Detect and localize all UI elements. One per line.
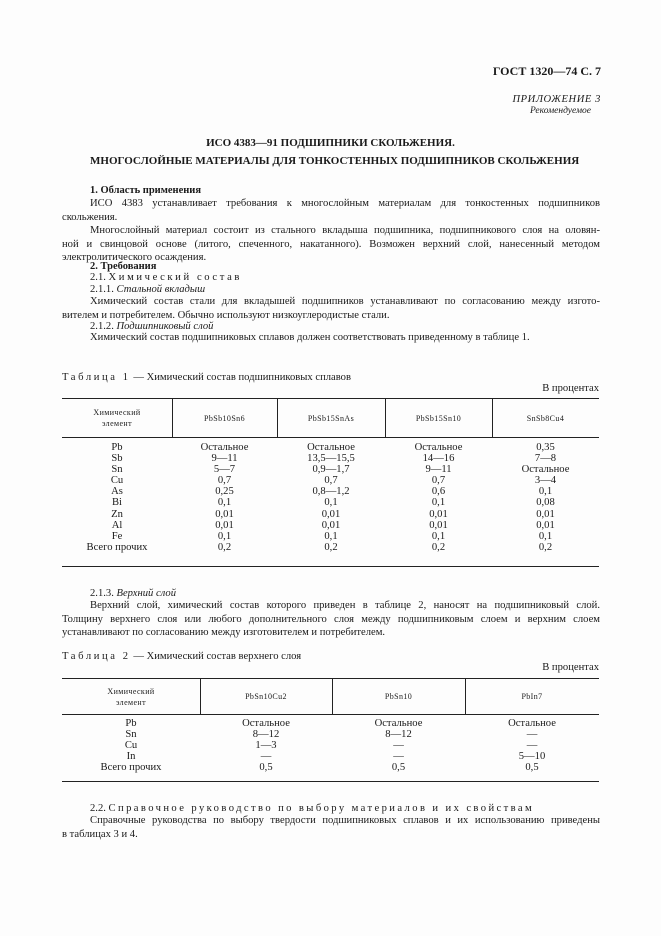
section-2-1-3-paragraph (62, 599, 600, 640)
table-1-cell: 0,2 (324, 541, 338, 553)
section-2-1-3-title: Верхний слой (116, 588, 177, 599)
section-2-heading: 2. Требования (90, 261, 157, 272)
table-2-cell: 0,5 (525, 762, 539, 774)
table-1-cell: 0,01 (536, 519, 555, 531)
table-1-element: As (111, 486, 123, 498)
table-2-header-element-line-2: элемент (115, 698, 147, 707)
table-1-element: Fe (111, 530, 123, 542)
table-2-cell: 0,5 (391, 762, 406, 774)
table-1-cell: 0,7 (431, 475, 446, 487)
table-1-column-1 (172, 442, 277, 553)
table-1-element: Sn (111, 464, 123, 476)
table-2-header-col-3: PbIn7 (521, 692, 543, 701)
section-2-2-paragraph (62, 814, 600, 841)
table-1-cell: 0,2 (217, 541, 232, 553)
section-2-1-3-line-3: устанавливают по согласованию между изготовителем и потребителем. (62, 627, 386, 638)
section-2-1-2-paragraph: Химический состав подшипниковых сплавов должен соответствовать приведенному в таблице 1. (90, 332, 530, 343)
section-1-paragraph-1 (62, 197, 600, 224)
section-1-p1-line-1: ИСО 4383 устанавливает требования к многослойным материалам для тонкостенных подшипников (90, 198, 600, 209)
table-2-cell: — (526, 740, 538, 752)
table-2-caption (62, 650, 301, 664)
table-2-element-column (62, 718, 200, 773)
table-1-element: Pb (111, 442, 123, 453)
table-1-element: Al (111, 519, 123, 531)
table-1-label: Таблица 1 (62, 372, 131, 383)
table-2-element: Cu (124, 740, 138, 752)
table-1-caption (62, 371, 351, 385)
table-1-cell: 0,01 (215, 519, 234, 531)
section-2-1-2-number: 2.1.2. (90, 321, 114, 332)
section-2-1-3-line-1: Верхний слой, химический состав которого приведен в таблице 2, наносят на подшипниковый слой. (90, 600, 600, 611)
table-2-bottom-rule (62, 781, 599, 782)
table-1-cell: 7—8 (534, 453, 557, 465)
table-1-cell: 0,1 (324, 497, 338, 509)
table-2-cell: 0,5 (259, 762, 273, 774)
section-1-p2-line-1: Многослойный материал состоит из стального вкладыша подшипника, подшипникового слоя на оловян- (90, 225, 600, 236)
table-2-cell: 8—12 (385, 729, 412, 741)
table-1-cell: 0,1 (431, 530, 446, 542)
section-2-1-1-title: Стальной вкладыш (116, 284, 206, 295)
table-2-cell: Остальное (508, 718, 556, 729)
table-1-cell: Остальное (521, 464, 570, 476)
table-1-cell: 0,01 (429, 508, 448, 520)
section-2-1-1-number: 2.1.1. (90, 284, 114, 295)
table-2-column-1 (200, 718, 332, 773)
section-1-heading: 1. Область применения (90, 185, 202, 196)
table-1-cell: 9—11 (425, 464, 452, 476)
table-1-cell: 0,2 (431, 541, 446, 553)
table-1-cell: 0,1 (217, 530, 232, 542)
section-1-p2-line-3: электролитического осаждения. (62, 252, 207, 263)
table-2-header-element (62, 686, 200, 708)
table-1-cell: 14—16 (422, 453, 455, 465)
table-1-cell: 5—7 (213, 464, 236, 476)
table-1-header-rule (62, 437, 599, 438)
table-1-cell: 13,5—15,5 (307, 453, 355, 465)
section-2-2-line-1: Справочные руководства по выбору твердости подшипниковых сплавов и их использованию приведены (90, 815, 600, 826)
table-1-cell: 0,01 (429, 519, 448, 531)
table-1-header-element (62, 407, 172, 429)
table-2-top-rule (62, 678, 599, 679)
table-2-element: Sn (125, 729, 137, 741)
table-2-header-col-2: PbSn10 (384, 692, 413, 701)
document-header: ГОСТ 1320—74 С. 7 (492, 64, 601, 78)
table-1-cell: 0,1 (324, 530, 338, 542)
table-2-element: In (126, 751, 136, 763)
table-1-column-4 (492, 442, 599, 553)
section-1-p1-line-2: скольжения. (62, 211, 118, 223)
table-1-cell: 0,1 (538, 486, 553, 498)
table-1-cell: Остальное (307, 442, 355, 453)
table-1-cell: 0,8—1,2 (312, 486, 350, 498)
table-2-title: — Химический состав верхнего слоя (133, 651, 302, 662)
title-line-2: МНОГОСЛОЙНЫЕ МАТЕРИАЛЫ ДЛЯ ТОНКОСТЕННЫХ ПОДШИПНИКОВ СКОЛЬЖЕНИЯ (90, 155, 580, 167)
section-1-p2-line-2: ной и свинцовой основе (литого, спеченного, накатанного). Возможен верхний слой, нанесенный методом (62, 238, 600, 250)
table-2-cell: — (393, 751, 404, 763)
section-2-1-1-paragraph (62, 295, 600, 322)
table-2-element: Pb (125, 718, 137, 729)
table-1-cell: 0,2 (538, 541, 553, 553)
table-2-column-3 (465, 718, 599, 773)
table-1-cell: 0,01 (321, 519, 341, 531)
table-1-cell: 3—4 (534, 475, 557, 487)
section-2-1-1-line-2: вителем и потребителем. Обычно используют низкоуглеродистые стали. (62, 309, 390, 321)
table-2-cell: — (526, 729, 538, 741)
section-2-1-3-line-2: Толщину верхнего слоя или любого дополнительного слоя между подшипниковым слоем и верхним слоем (62, 613, 600, 625)
table-1-element-column (62, 442, 172, 553)
title-line-1: ИСО 4383—91 ПОДШИПНИКИ СКОЛЬЖЕНИЯ. (206, 137, 455, 149)
table-1-cell: 0,9—1,7 (312, 464, 350, 476)
section-2-2-title: Справочное руководство по выбору материалов и их свойствам (108, 803, 535, 814)
table-1-header-col-4: SnSb8Cu4 (526, 414, 565, 423)
table-1-element: Zn (111, 508, 123, 520)
table-1-column-3 (385, 442, 492, 553)
table-1-column-2 (277, 442, 385, 553)
table-1-cell: 0,01 (536, 508, 555, 520)
section-2-1-title: Химический состав (108, 272, 242, 283)
table-1-element: Sb (111, 453, 123, 465)
table-2-cell: 1—3 (255, 740, 277, 752)
section-2-1-1-line-1: Химический состав стали для вкладышей подшипников устанавливают по согласованию между изгото- (90, 296, 600, 307)
table-1-cell: 0,1 (217, 497, 232, 509)
table-2-cell: — (260, 751, 272, 763)
table-1-header-col-2: PbSb15SnAs (307, 414, 355, 423)
section-2-1-2-title: Подшипниковый слой (116, 321, 214, 332)
table-1-top-rule (62, 398, 599, 399)
table-1-cell: 0,7 (217, 475, 232, 487)
table-2-element: Всего прочих (100, 762, 162, 774)
table-1-cell: 0,1 (538, 530, 553, 542)
table-2-header-col-1: PbSn10Cu2 (245, 692, 287, 701)
appendix-label: ПРИЛОЖЕНИЕ 3 (512, 94, 601, 105)
section-2-1-3-number: 2.1.3. (90, 588, 114, 599)
table-1-cell: 0,1 (431, 497, 446, 509)
table-2-cell: Остальное (242, 718, 290, 729)
table-1-cell: Остальное (414, 442, 463, 453)
section-2-2-number: 2.2. (90, 803, 106, 814)
table-1-cell: 0,08 (536, 497, 555, 509)
section-2-2-line-2: в таблицах 3 и 4. (62, 828, 138, 840)
table-1-title: — Химический состав подшипниковых сплавов (133, 372, 351, 383)
table-2-cell: 8—12 (252, 729, 280, 741)
table-2-cell: — (393, 740, 404, 752)
table-1-header-col-1: PbSb10Sn6 (204, 414, 245, 423)
table-1-cell: 9—11 (211, 453, 238, 465)
table-1-element: Cu (110, 475, 124, 487)
table-2-cell: 5—10 (518, 751, 546, 763)
table-2-cell: Остальное (374, 718, 423, 729)
section-2-1-number: 2.1. (90, 272, 106, 283)
section-1-paragraph-2 (62, 224, 600, 265)
table-1-bottom-rule (62, 566, 599, 567)
table-1-cell: 0,7 (324, 475, 338, 487)
table-1-element: Bi (111, 497, 122, 509)
table-1-header-element-line-2: элемент (101, 419, 133, 428)
table-1-header-col-3: PbSb15Sn10 (415, 414, 462, 423)
table-2-unit: В процентах (542, 662, 599, 673)
table-2-header-element-line-1: Химический (107, 687, 155, 696)
table-1-cell: 0,25 (215, 486, 234, 498)
table-1-cell: 0,6 (431, 486, 446, 498)
table-1-cell: 0,01 (215, 508, 234, 520)
table-2-header-rule (62, 714, 599, 715)
table-1-cell: 0,35 (536, 442, 555, 453)
table-2-label: Таблица 2 (62, 651, 131, 662)
table-2-column-2 (332, 718, 465, 773)
table-1-cell: 0,01 (321, 508, 341, 520)
table-1-cell: Остальное (200, 442, 249, 453)
table-1-unit: В процентах (542, 383, 599, 394)
table-1-header-element-line-1: Химический (93, 408, 141, 417)
appendix-status: Рекомендуемое (529, 106, 591, 116)
table-1-element: Всего прочих (86, 541, 148, 553)
